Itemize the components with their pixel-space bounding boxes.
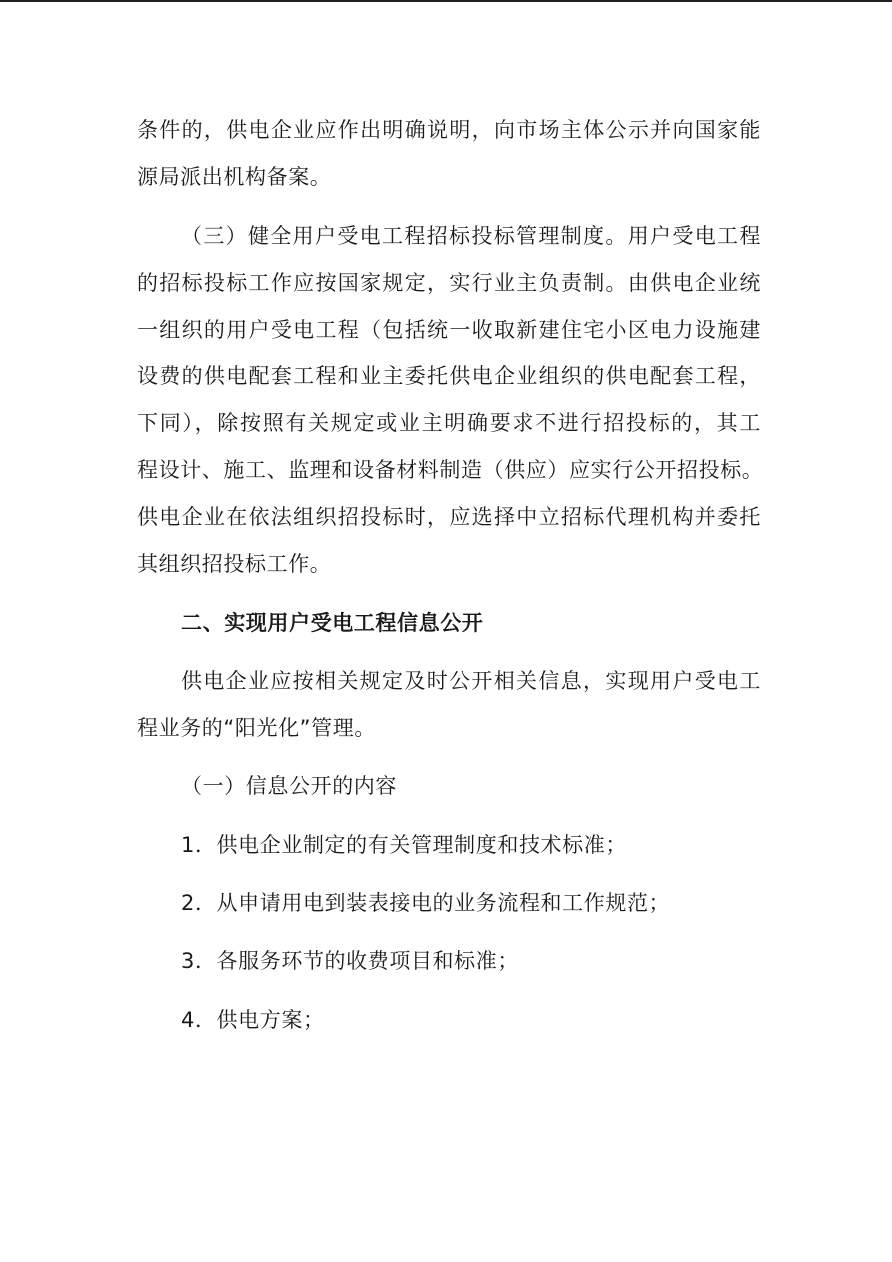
paragraph-line: 源局派出机构备案。: [137, 165, 332, 189]
paragraph-line: 程设计、施工、监理和设备材料制造（供应）应实行公开招投标。: [137, 458, 764, 482]
paragraph-line: 下同），除按照有关规定或业主明确要求不进行招投标的，其工: [137, 411, 761, 435]
list-item: 1．供电企业制定的有关管理制度和技术标准；: [181, 833, 627, 857]
list-item: 2．从申请用电到装表接电的业务流程和工作规范；: [181, 891, 671, 915]
paragraph-line: 的招标投标工作应按国家规定，实行业主负责制。由供电企业统: [137, 271, 761, 295]
paragraph-line: 其组织招投标工作。: [137, 552, 332, 576]
list-item: 4．供电方案；: [181, 1008, 325, 1032]
paragraph-line: 供电企业应按相关规定及时公开相关信息，实现用户受电工: [181, 669, 761, 693]
list-item: 3．各服务环节的收费项目和标准；: [181, 949, 519, 973]
paragraph-line: 程业务的“阳光化”管理。: [137, 716, 376, 740]
paragraph-line: 一组织的用户受电工程（包括统一收取新建住宅小区电力设施建: [137, 318, 761, 342]
paragraph-line: （三）健全用户受电工程招标投标管理制度。用户受电工程: [181, 224, 761, 248]
section-heading: 二、实现用户受电工程信息公开: [181, 611, 484, 635]
paragraph-line: 设费的供电配套工程和业主委托供电企业组织的供电配套工程，: [137, 364, 761, 388]
paragraph-line: 供电企业在依法组织招投标时，应选择中立招标代理机构并委托: [137, 505, 761, 529]
paragraph-line: 条件的，供电企业应作出明确说明，向市场主体公示并向国家能: [137, 118, 761, 142]
subsection-heading: （一）信息公开的内容: [181, 774, 397, 798]
